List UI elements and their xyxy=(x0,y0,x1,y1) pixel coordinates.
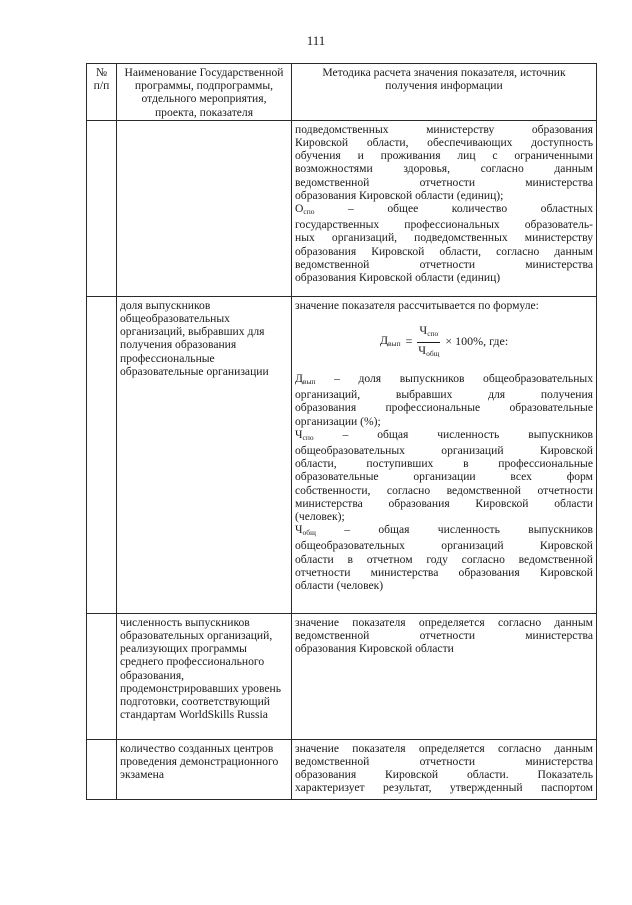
cell-name: численность выпускников образовательных организаций, реализующих программы среднего профессионального образования, продемонстрировавших уровень подготовки, соответствующий стандартам WorldSkills Russia xyxy=(117,613,292,739)
cell-number xyxy=(87,296,117,613)
formula-fraction xyxy=(417,324,440,359)
cell-number xyxy=(87,739,117,799)
method-line: значение показателя рассчитывается по формуле: xyxy=(295,298,539,312)
cell-name xyxy=(117,120,292,296)
cell-method xyxy=(292,613,597,739)
table-header-row xyxy=(87,64,597,121)
method-line: ведомственной отчетности министерства xyxy=(295,755,593,769)
method-line: отчетности министерства образования Кировской xyxy=(295,565,593,579)
cell-number xyxy=(87,120,117,296)
formula-denominator: $Ч_{общ}$ xyxy=(418,342,440,358)
method-line: министерства образования Кировской области xyxy=(295,496,593,510)
variable-symbol: О xyxy=(295,202,304,216)
method-line: организации (%); xyxy=(295,414,381,428)
method-line: возможностями здоровья, согласно данным xyxy=(295,162,593,176)
method-line: собственности, согласно ведомственной отчетности xyxy=(295,483,593,497)
formula xyxy=(295,312,593,372)
method-line: значение показателя определяется согласно данным xyxy=(295,741,593,755)
method-line: области (человек) xyxy=(295,579,384,593)
method-line: ведомственной отчетности министерства xyxy=(295,257,593,271)
method-line: (человек); xyxy=(295,510,345,524)
table-row xyxy=(87,296,597,613)
variable-definition: $Д_{вып}$ – доля выпускников общеобразовательных xyxy=(295,372,593,387)
table-row xyxy=(87,739,597,799)
method-line: Кировской области, обеспечивающих доступность xyxy=(295,136,593,150)
method-line: ведомственной отчетности министерства xyxy=(295,175,593,189)
header-number: № п/п xyxy=(87,64,117,121)
formula-lhs: $Д_{вып}$ xyxy=(379,332,401,348)
page-number: 111 xyxy=(306,33,326,48)
cell-method xyxy=(292,120,597,296)
header-name: Наименование Государственной программы, подпрограммы, отдельного мероприятия, проекта, показателя xyxy=(117,64,292,121)
method-line: образования Кировской области (единиц) xyxy=(295,271,501,285)
formula-numerator: $Ч_{спо}$ xyxy=(417,324,440,342)
cell-name: количество созданных центров проведения демонстрационного экзамена xyxy=(117,739,292,799)
cell-method xyxy=(292,739,597,799)
method-line: образования Кировской области xyxy=(295,642,454,656)
method-line: значение показателя определяется согласно данным xyxy=(295,615,593,629)
method-line: ных организаций, подведомственных министерству xyxy=(295,231,593,245)
table-row xyxy=(87,613,597,739)
method-line: государственных профессиональных образователь- xyxy=(295,218,593,232)
method-line: подведомственных министерству образования xyxy=(295,122,593,136)
cell-name: доля выпускников общеобразовательных организаций, выбравших для получения образования профессиональные образовательные организации xyxy=(117,296,292,613)
indicator-table xyxy=(86,63,597,800)
variable-subscript: спо xyxy=(303,207,315,217)
method-line: общеобразовательных организаций Кировской xyxy=(295,444,593,458)
method-line: образования Кировской области, согласно данным xyxy=(295,244,593,258)
method-line: области в отчетном году согласно ведомственной xyxy=(295,552,593,566)
variable-text: – общее количество областных xyxy=(314,202,593,216)
cell-number xyxy=(87,613,117,739)
method-line: общеобразовательных организаций Кировской xyxy=(295,539,593,553)
method-line: обучения и проживания лиц с ограниченными xyxy=(295,149,593,163)
method-line: образования профессиональные образовательные xyxy=(295,401,593,415)
table-row xyxy=(87,120,597,296)
cell-method xyxy=(292,296,597,613)
method-line: характеризует результат, утвержденный паспортом xyxy=(295,781,593,795)
method-line: организаций, выбравших для получения xyxy=(295,388,593,402)
formula-rhs: × 100%, где: xyxy=(445,334,509,349)
method-line: образования Кировской области. Показатель xyxy=(295,768,593,782)
method-line: образования Кировской области (единиц); xyxy=(295,188,504,202)
method-line: ведомственной отчетности министерства xyxy=(295,629,593,643)
formula-equals: = xyxy=(405,334,413,349)
variable-definition: $Ч_{общ}$ – общая численность выпускников xyxy=(295,523,593,538)
method-line: области, поступивших в профессиональные xyxy=(295,457,593,471)
variable-definition: $Ч_{спо}$ – общая численность выпускников xyxy=(295,427,593,442)
header-method: Методика расчета значения показателя, источник получения информации xyxy=(292,64,597,121)
method-line: образовательные организации всех форм xyxy=(295,470,593,484)
variable-definition xyxy=(295,202,593,218)
